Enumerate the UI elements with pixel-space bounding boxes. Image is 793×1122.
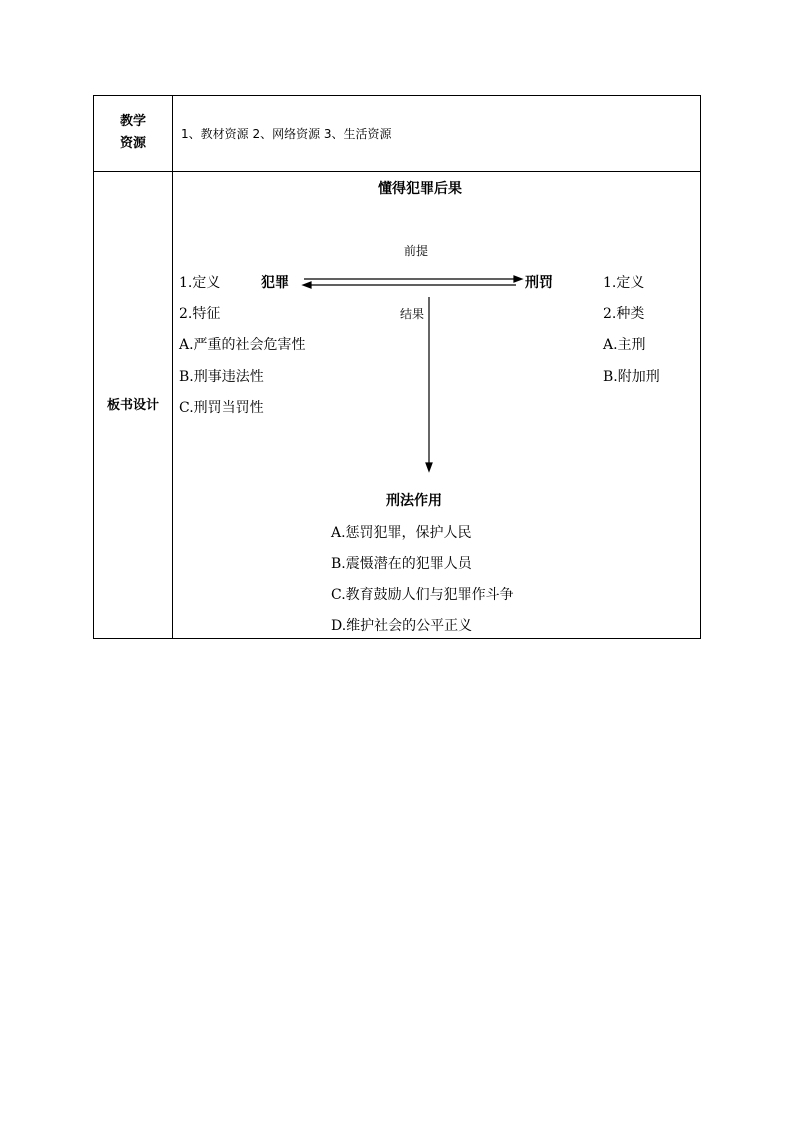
- right-node-punishment: 刑罚: [525, 275, 553, 291]
- left-item-3: A.严重的社会危害性: [179, 337, 306, 353]
- right-item-4: B.附加刑: [603, 369, 660, 385]
- premise-label: 前提: [404, 244, 429, 258]
- bottom-item-d: D.维护社会的公平正义: [331, 618, 473, 634]
- resources-content: 1、教材资源 2、网络资源 3、生活资源: [181, 127, 392, 141]
- effect-arrow-down: [426, 297, 432, 471]
- board-title: 懂得犯罪后果: [378, 181, 462, 197]
- bottom-item-c: C.教育鼓励人们与犯罪作斗争: [331, 587, 514, 603]
- bottom-title: 刑法作用: [386, 493, 442, 509]
- right-item-2: 2.种类: [603, 306, 645, 322]
- resources-label: 教学 资源: [119, 114, 146, 151]
- left-item-5: C.刑罚当罚性: [179, 400, 264, 416]
- left-item-1: 1.定义: [179, 275, 221, 291]
- left-item-2: 2.特征: [179, 306, 221, 322]
- right-item-3: A.主刑: [603, 337, 646, 353]
- right-item-1: 1.定义: [603, 275, 645, 291]
- premise-arrow: [304, 276, 522, 282]
- left-node-crime: 犯罪: [261, 275, 289, 291]
- bottom-item-a: A.惩罚犯罪，保护人民: [331, 525, 472, 541]
- bottom-item-b: B.震慑潜在的犯罪人员: [331, 556, 472, 572]
- result-label: 结果: [400, 307, 425, 321]
- board-design-label: 板书设计: [106, 398, 159, 413]
- left-item-4: B.刑事违法性: [179, 369, 264, 385]
- result-arrow-back: [303, 282, 516, 288]
